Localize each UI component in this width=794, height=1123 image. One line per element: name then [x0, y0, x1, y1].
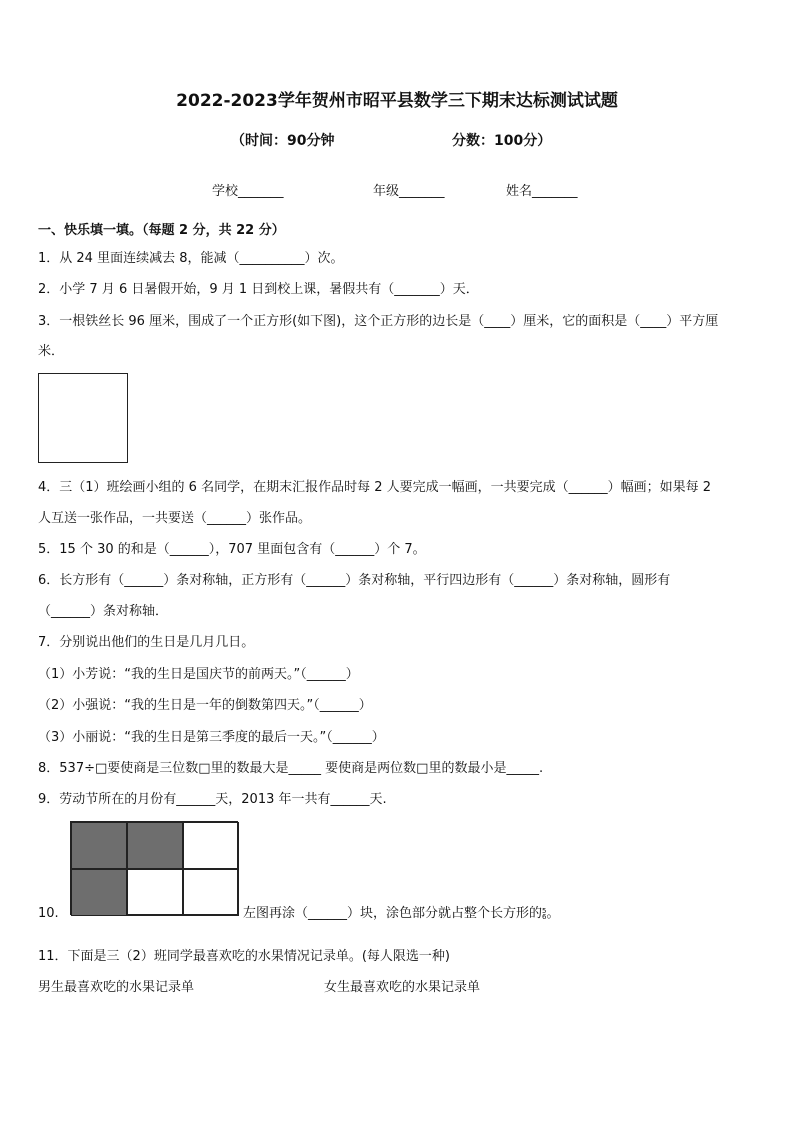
question-3-line2: 米． — [38, 344, 65, 359]
question-10-end: 。 — [546, 906, 560, 921]
grid-cell — [183, 869, 239, 916]
question-10 — [243, 905, 560, 923]
question-6-line1: 6．长方形有（______）条对称轴，正方形有（______）条对称轴，平行四边形有（______）条对称轴，圆形有 — [38, 573, 671, 588]
school-field: 学校_______ — [212, 184, 284, 199]
grid-cell-shaded — [127, 822, 183, 869]
boys-fruit-record-title: 男生最喜欢吃的水果记录单 — [38, 980, 195, 995]
grid-cell-shaded — [71, 869, 127, 916]
name-field: 姓名_______ — [506, 184, 578, 199]
question-6-line2: （______）条对称轴． — [38, 604, 169, 619]
question-4-line2: 人互送一张作品，一共要送（______）张作品。 — [38, 511, 312, 526]
question-11: 11．下面是三（2）班同学最喜欢吃的水果情况记录单。(每人限选一种) — [38, 949, 450, 964]
rectangle-grid-figure — [70, 821, 238, 915]
girls-fruit-record-title: 女生最喜欢吃的水果记录单 — [324, 980, 481, 995]
fraction-numerator: 5 — [542, 906, 547, 915]
exam-time: （时间：90分钟 — [231, 133, 335, 149]
question-8: 8．537÷□要使商是三位数□里的数最大是_____ 要使商是两位数□里的数最小是_____. — [38, 761, 544, 776]
question-3-line1: 3．一根铁丝长 96 厘米，围成了一个正方形(如下图)，这个正方形的边长是（____）厘米，它的面积是（____）平方厘 — [38, 314, 719, 329]
page-title: 2022-2023学年贺州市昭平县数学三下期末达标测试试题 — [176, 91, 618, 111]
section-heading: 一、快乐填一填。（每题 2 分，共 22 分） — [38, 223, 285, 238]
grid-cell — [183, 822, 239, 869]
question-7-3: （3）小丽说：“我的生日是第三季度的最后一天。”（______） — [38, 730, 385, 745]
question-7-2: （2）小强说：“我的生日是一年的倒数第四天。”（______） — [38, 698, 372, 713]
grid-cell — [127, 869, 183, 916]
exam-score: 分数：100分） — [452, 133, 552, 149]
question-7-1: （1）小芳说：“我的生日是国庆节的前两天。”（______） — [38, 667, 359, 682]
fraction-denominator: 6 — [542, 912, 547, 921]
question-7: 7．分别说出他们的生日是几月几日。 — [38, 635, 255, 650]
square-figure — [38, 373, 128, 463]
question-2: 2．小学 7 月 6 日暑假开始，9 月 1 日到校上课，暑假共有（_______）天． — [38, 282, 479, 297]
question-10-text: 左图再涂（______）块，涂色部分就占整个长方形的 — [243, 906, 543, 921]
question-10-number: 10. — [38, 906, 59, 921]
question-4-line1: 4．三（1）班绘画小组的 6 名同学，在期末汇报作品时每 2 人要完成一幅画，一共要完成（______）幅画；如果每 2 — [38, 480, 712, 495]
question-5: 5．15 个 30 的和是（______），707 里面包含有（______）个 7。 — [38, 542, 426, 557]
question-9: 9．劳动节所在的月份有______天，2013 年一共有______天. — [38, 792, 387, 807]
grade-field: 年级_______ — [373, 184, 445, 199]
grid-cell-shaded — [71, 822, 127, 869]
question-1: 1．从 24 里面连续减去 8，能减（__________）次。 — [38, 251, 344, 266]
